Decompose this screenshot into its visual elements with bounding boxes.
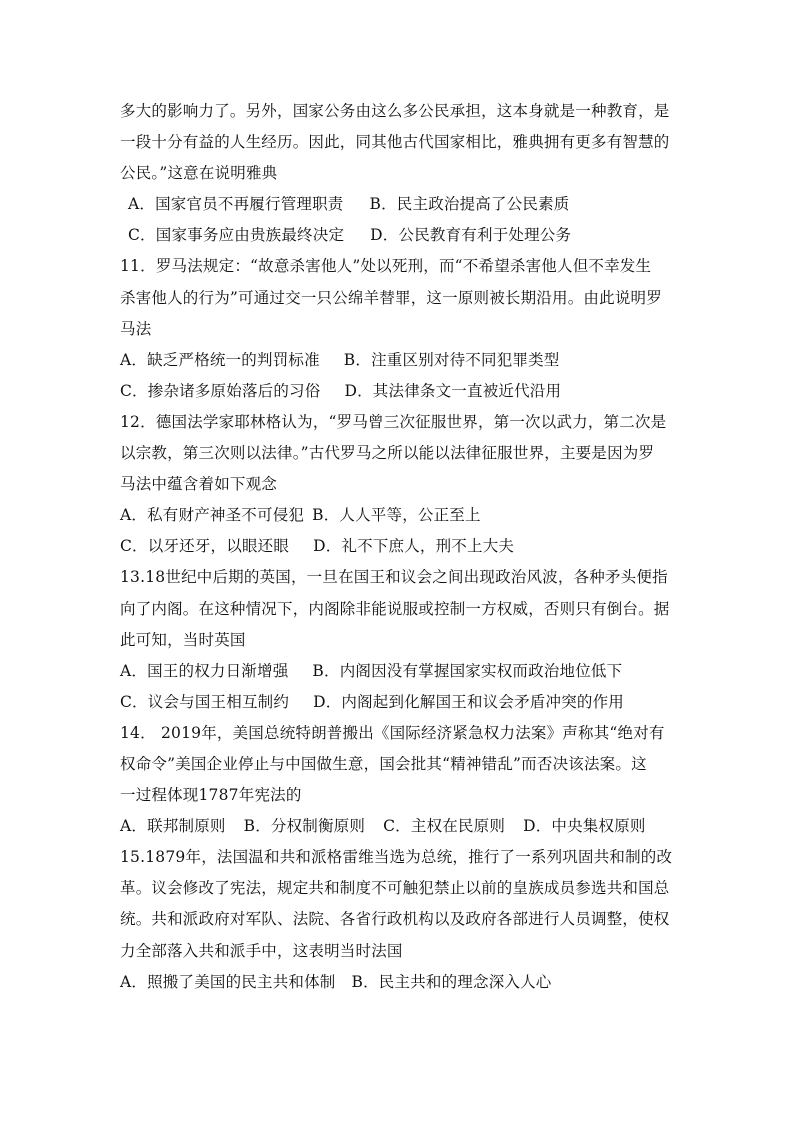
q12-option-b: B．人人平等，公正至上 <box>312 506 481 525</box>
q11-options-row-2 <box>120 376 676 407</box>
q14-option-b: B．分权制衡原则 <box>243 817 366 836</box>
q11-line-2: 杀害他人的行为”可通过交一只公绵羊替罪，这一原则被长期沿用。由此说明罗 <box>120 288 662 307</box>
q11-options-row-1 <box>120 345 676 376</box>
exam-page <box>120 96 676 998</box>
q12-options-row-1 <box>120 500 676 531</box>
q11-option-d: D．其法律条文一直被近代沿用 <box>344 381 562 400</box>
q14-options-row <box>120 811 676 842</box>
q15-options-row-1 <box>120 967 676 998</box>
q12-line-1: 12．德国法学家耶林格认为，“罗马曾三次征服世界，第一次以武力，第二次是 <box>120 412 667 431</box>
q14-option-c: C．主权在民原则 <box>383 817 506 836</box>
q11-option-b: B．注重区别对待不同犯罪类型 <box>343 350 560 369</box>
q13-option-c: C．议会与国王相互制约 <box>120 692 290 711</box>
q15-option-b: B．民主共和的理念深入人心 <box>351 972 552 991</box>
q11-option-a: A．缺乏严格统一的判罚标准 <box>120 350 320 369</box>
q13-option-d: D．内阁起到化解国王和议会矛盾冲突的作用 <box>313 692 624 711</box>
q10-line-1: 多大的影响力了。另外，国家公务由这么多公民承担，这本身就是一种教育，是 <box>120 102 670 120</box>
q15-line-1: 15.1879年，法国温和共和派格雷维当选为总统，推行了一系列巩固共和制的改 <box>120 848 673 867</box>
q13-line-1: 13.18世纪中后期的英国，一旦在国王和议会之间出现政治风波，各种矛头便指 <box>120 568 668 587</box>
q13-options-row-1 <box>120 656 676 687</box>
q14-line-1: 14． 2019年，美国总统特朗普搬出《国际经济紧急权力法案》声称其“绝对有 <box>120 723 665 742</box>
q10-option-d: D．公民教育有利于处理公务 <box>370 226 572 245</box>
q14-option-d: D．中央集权原则 <box>523 817 646 836</box>
q11-option-c: C．掺杂诸多原始落后的习俗 <box>120 381 321 400</box>
q13-option-a: A．国王的权力日渐增强 <box>120 661 289 680</box>
q13-line-2: 向了内阁。在这种情况下，内阁除非能说服或控制一方权威，否则只有倒台。据 <box>120 599 670 618</box>
q14-line-2: 权命令”美国企业停止与中国做生意，国会批其“精神错乱”而否决该法案。这 <box>120 754 647 773</box>
q12-line-3: 马法中蕴含着如下观念 <box>120 475 278 494</box>
q13-options-row-2 <box>120 687 676 718</box>
q12-option-a: A．私有财产神圣不可侵犯 <box>120 506 305 525</box>
q10-options-row-1 <box>120 189 676 220</box>
q10-option-b: B．民主政治提高了公民素质 <box>369 195 570 214</box>
q15-line-2: 革。议会修改了宪法，规定共和制度不可触犯禁止以前的皇族成员参选共和国总 <box>120 879 670 898</box>
q13-line-3: 此可知，当时英国 <box>120 630 246 649</box>
q10-line-3: 公民。”这意在说明雅典 <box>120 164 278 183</box>
q12-option-d: D．礼不下庶人，刑不上大夫 <box>313 537 515 556</box>
q10-option-a: A．国家官员不再履行管理职责 <box>128 195 344 214</box>
q10-line-2: 一段十分有益的人生经历。因此，同其他古代国家相比，雅典拥有更多有智慧的 <box>120 133 670 152</box>
q14-option-a: A．联邦制原则 <box>120 817 226 836</box>
q14-line-3: 一过程体现1787年宪法的 <box>120 786 302 805</box>
q11-line-3: 马法 <box>120 319 152 338</box>
q12-line-2: 以宗教，第三次则以法律。”古代罗马之所以能以法律征服世界，主要是因为罗 <box>120 444 655 463</box>
q10-options-row-2 <box>120 220 676 251</box>
q15-line-3: 统。共和派政府对军队、法院、各省行政机构以及政府各部进行人员调整，使权 <box>120 910 670 929</box>
q15-line-4: 力全部落入共和派手中，这表明当时法国 <box>120 941 403 960</box>
q12-options-row-2 <box>120 531 676 562</box>
q13-option-b: B．内阁因没有掌握国家实权而政治地位低下 <box>312 661 623 680</box>
q12-option-c: C．以牙还牙，以眼还眼 <box>120 537 290 556</box>
q11-line-1: 11．罗马法规定：“故意杀害他人”处以死刑，而“不希望杀害他人但不幸发生 <box>120 257 652 276</box>
q10-option-c: C．国家事务应由贵族最终决定 <box>128 226 345 245</box>
q15-option-a: A．照搬了美国的民主共和体制 <box>120 972 336 991</box>
